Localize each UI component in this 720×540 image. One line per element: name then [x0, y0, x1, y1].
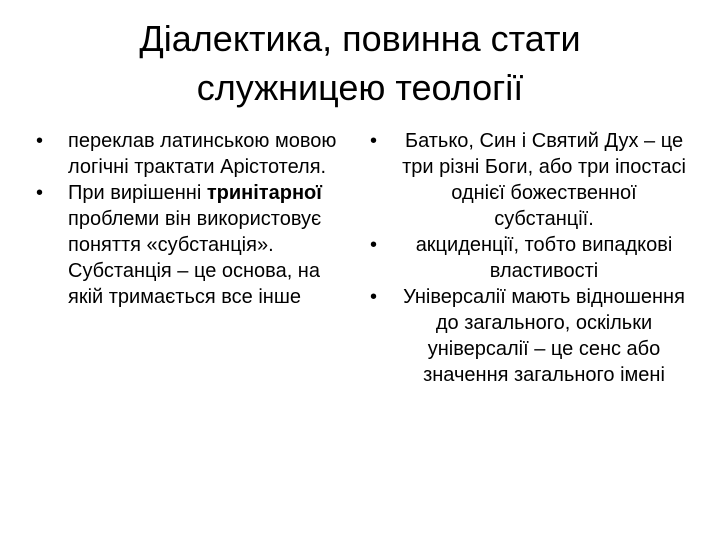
right-bullet-item-1 [370, 128, 688, 232]
left-bullet-item-1 [36, 128, 350, 180]
slide-title-line-2: служницею теології [196, 67, 524, 108]
bullet-icon: • [370, 130, 378, 152]
right-bullet-item-3 [370, 284, 688, 388]
left-bullet-item-2-text-start: При вирішенні [68, 182, 207, 204]
left-bullet-item-2 [36, 180, 350, 310]
left-bullet-item-2-text-end: проблеми він використовує поняття «субстанція». Субстанція – це основа, на якій тримається все інше [68, 208, 322, 308]
bullet-icon: • [36, 130, 44, 152]
slide-title-line-1: Діалектика, повинна стати [139, 18, 581, 59]
right-bullet-item-2 [370, 232, 688, 284]
right-bullet-item-1-text: Батько, Син і Святий Дух – це три різні Боги, або три іпостасі однієї божественної субстанції. [402, 130, 686, 230]
right-bullet-item-2-text: акциденції, тобто випадкові властивості [415, 234, 673, 282]
right-bullet-list [370, 128, 688, 388]
left-bullet-item-1-text: переклав латинською мовою логічні трактати Арістотеля. [68, 130, 337, 178]
bullet-icon: • [370, 286, 378, 308]
left-bullet-list [36, 128, 350, 310]
slide-title [40, 14, 680, 112]
right-bullet-item-3-text: Універсалії мають відношення до загального, оскільки універсалії – це сенс або значення загального імені [403, 286, 685, 386]
bullet-icon: • [36, 182, 44, 204]
bullet-icon: • [370, 234, 378, 256]
left-bullet-item-2-bold-term: тринітарної [206, 182, 322, 204]
